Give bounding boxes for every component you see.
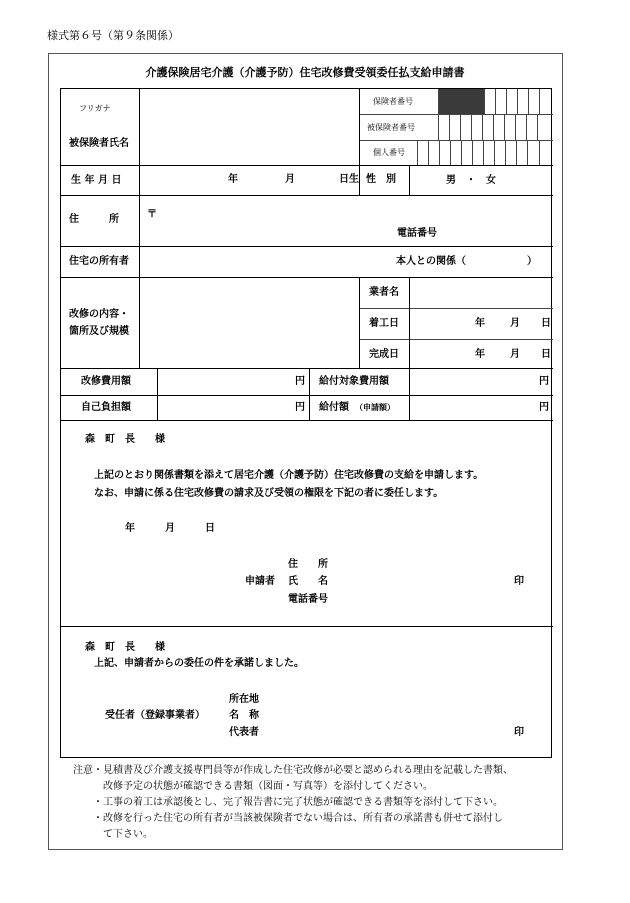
applicant-name-label: 氏 名: [288, 576, 328, 587]
form-title: 介護保険居宅介護（介護予防）住宅改修費受領委任払支給申請書: [145, 66, 465, 79]
application-date: 年 月 日: [125, 523, 215, 534]
shaded-digits: [438, 89, 484, 114]
row-line: [359, 339, 553, 340]
application-line1: 上記のとおり関係書類を添えて居宅介護（介護予防）住宅改修費の支給を申請します。: [94, 470, 484, 481]
row-line: [61, 368, 553, 369]
row-line: [359, 140, 553, 141]
row-line: [61, 195, 553, 196]
note-line: ・工事の着工は承認後とし、完了報告書に完了状態が確認できる書類等を添付して下さい。: [73, 797, 503, 808]
relation-close: ）: [527, 256, 537, 267]
applicant-address-label: 住 所: [288, 559, 328, 570]
row-line: [61, 246, 553, 247]
agent-location-label: 所在地: [229, 694, 259, 705]
start-day: 日: [541, 318, 551, 329]
col-line: [139, 89, 140, 368]
applicant-phone-label: 電話番号: [288, 594, 328, 605]
self-pay-yen: 円: [295, 402, 305, 413]
note-line: 改修予定の状態が確認できる書類（図面・写真等）を添付してください。: [73, 781, 433, 792]
work-label-2: 箇所及び規模: [69, 326, 129, 337]
personal-no-label: 個人番号: [373, 148, 405, 157]
start-month: 月: [510, 318, 520, 329]
agent-seal: 印: [514, 727, 524, 738]
approval-line1: 上記、申請者からの委任の件を承諾しました。: [94, 658, 304, 669]
benefit-sub: （申請額）: [355, 403, 395, 412]
birth-day: 日生: [339, 174, 359, 185]
self-pay-label: 自己負担額: [81, 402, 131, 413]
applicant-seal: 印: [514, 576, 524, 587]
applicant-label: 申請者: [245, 576, 275, 587]
start-label: 着工日: [369, 318, 399, 329]
furigana-label: フリガナ: [79, 104, 111, 113]
col-line: [409, 165, 410, 195]
notes: [73, 763, 558, 843]
phone-label: 電話番号: [397, 228, 437, 239]
row-line: [61, 626, 553, 627]
work-label-1: 改修の内容・: [69, 309, 129, 320]
gender-options: 男 ・ 女: [446, 175, 496, 186]
col-line: [157, 368, 158, 420]
row-line: [359, 308, 553, 309]
col-line: [359, 277, 360, 368]
insurer-no-label: 保険者番号: [373, 97, 413, 106]
note-line: て下さい。: [73, 829, 153, 840]
complete-month: 月: [510, 349, 520, 360]
application-addressee: 森 町 長 様: [85, 434, 165, 445]
col-line: [359, 89, 360, 195]
cost-label: 改修費用額: [81, 376, 131, 387]
agent-name-label: 名 称: [229, 710, 259, 721]
birth-year: 年: [228, 174, 238, 185]
cost-yen: 円: [295, 376, 305, 387]
eligible-label: 給付対象費用額: [319, 376, 389, 387]
insured-name-label: 被保険者氏名: [69, 138, 129, 149]
benefit-yen: 円: [539, 402, 549, 413]
form-number: 様式第６号（第９条関係）: [47, 29, 179, 42]
approval-addressee: 森 町 長 様: [85, 642, 165, 653]
row-line: [61, 420, 553, 421]
complete-label: 完成日: [369, 349, 399, 360]
relation-label: 本人との関係（: [396, 256, 466, 267]
complete-year: 年: [475, 349, 485, 360]
benefit-label: 給付額: [319, 402, 349, 413]
gender-label: 性 別: [366, 174, 396, 185]
row-line: [359, 114, 553, 115]
col-line: [409, 368, 410, 420]
row-line: [61, 395, 553, 396]
contractor-label: 業者名: [369, 287, 399, 298]
application-line2: なお、申請に係る住宅改修費の請求及び受領の権限を下記の者に委任します。: [94, 488, 444, 499]
row-line: [61, 277, 553, 278]
application-table: [60, 88, 552, 758]
row-line: [61, 165, 553, 166]
owner-label: 住宅の所有者: [69, 256, 129, 267]
insured-no-label: 被保険者番号: [367, 123, 415, 132]
agent-label: 受任者（登録事業者）: [105, 710, 205, 721]
note-line: ・改修を行った住宅の所有者が当該被保険者でない場合は、所有者の承諾書も併せて添付し: [73, 813, 503, 824]
birth-label: 生 年 月 日: [71, 175, 122, 186]
col-line: [309, 368, 310, 420]
start-year: 年: [475, 318, 485, 329]
col-line: [409, 277, 410, 368]
birth-month: 月: [285, 174, 295, 185]
note-line: 注意・見積書及び介護支援専門員等が作成した住宅改修が必要と認められる理由を記載した書類、: [73, 765, 513, 776]
complete-day: 日: [541, 349, 551, 360]
eligible-yen: 円: [539, 376, 549, 387]
agent-representative-label: 代表者: [229, 727, 259, 738]
address-label: 住 所: [69, 214, 119, 225]
postal-mark: 〒: [147, 209, 157, 220]
